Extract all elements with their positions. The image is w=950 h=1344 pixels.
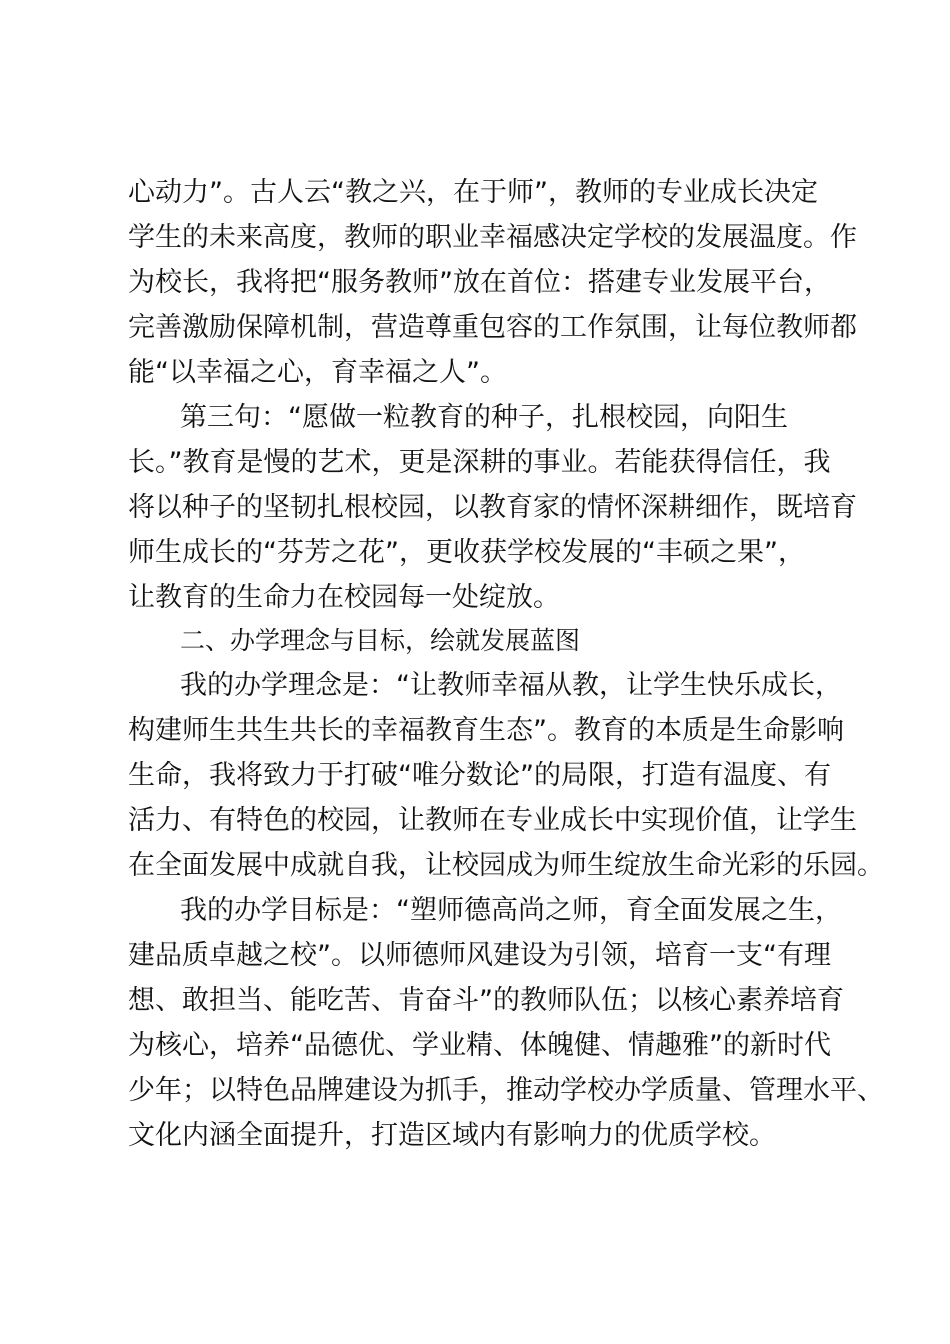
text-line: 文化内涵全面提升，打造区域内有影响力的优质学校。 bbox=[128, 1120, 776, 1151]
text-line: 能“以幸福之心，育幸福之人”。 bbox=[128, 357, 507, 388]
text-line: 将以种子的坚韧扎根校园，以教育家的情怀深耕细作，既培育 bbox=[128, 492, 857, 523]
text-line: 生命，我将致力于打破“唯分数论”的局限，打造有温度、有 bbox=[128, 760, 831, 791]
text-line: 少年；以特色品牌建设为抓手，推动学校办学质量、管理水平、 bbox=[128, 1075, 884, 1106]
section-heading: 二、办学理念与目标，绘就发展蓝图 bbox=[180, 626, 581, 655]
text-line: 在全面发展中成就自我，让校园成为师生绽放生命光彩的乐园。 bbox=[128, 850, 884, 881]
paragraph-first-line: 我的办学理念是：“让教师幸福从教，让学生快乐成长， bbox=[180, 670, 842, 701]
text-line: 建品质卓越之校”。以师德师风建设为引领，培育一支“有理 bbox=[128, 940, 831, 971]
text-line: 长。”教育是慢的艺术，更是深耕的事业。若能获得信任，我 bbox=[128, 447, 831, 478]
paragraph-first-line: 第三句：“愿做一粒教育的种子，扎根校园，向阳生 bbox=[180, 402, 788, 433]
text-line: 构建师生共生共长的幸福教育生态”。教育的本质是生命影响 bbox=[128, 715, 844, 746]
text-line: 为校长，我将把“服务教师”放在首位：搭建专业发展平台， bbox=[128, 267, 831, 298]
text-line: 为核心，培养“品德优、学业精、体魄健、情趣雅”的新时代 bbox=[128, 1030, 831, 1061]
text-line: 活力、有特色的校园，让教师在专业成长中实现价值，让学生 bbox=[128, 805, 857, 836]
text-line: 让教育的生命力在校园每一处绽放。 bbox=[128, 582, 560, 613]
text-line: 心动力”。古人云“教之兴，在于师”，教师的专业成长决定 bbox=[128, 177, 818, 208]
text-line: 完善激励保障机制，营造尊重包容的工作氛围，让每位教师都 bbox=[128, 312, 857, 343]
paragraph-first-line: 我的办学目标是：“塑师德高尚之师，育全面发展之生， bbox=[180, 895, 842, 926]
text-line: 学生的未来高度，教师的职业幸福感决定学校的发展温度。作 bbox=[128, 222, 857, 253]
text-line: 师生成长的“芬芳之花”，更收获学校发展的“丰硕之果”， bbox=[128, 537, 805, 568]
text-line: 想、敢担当、能吃苦、肯奋斗”的教师队伍；以核心素养培育 bbox=[128, 985, 844, 1016]
